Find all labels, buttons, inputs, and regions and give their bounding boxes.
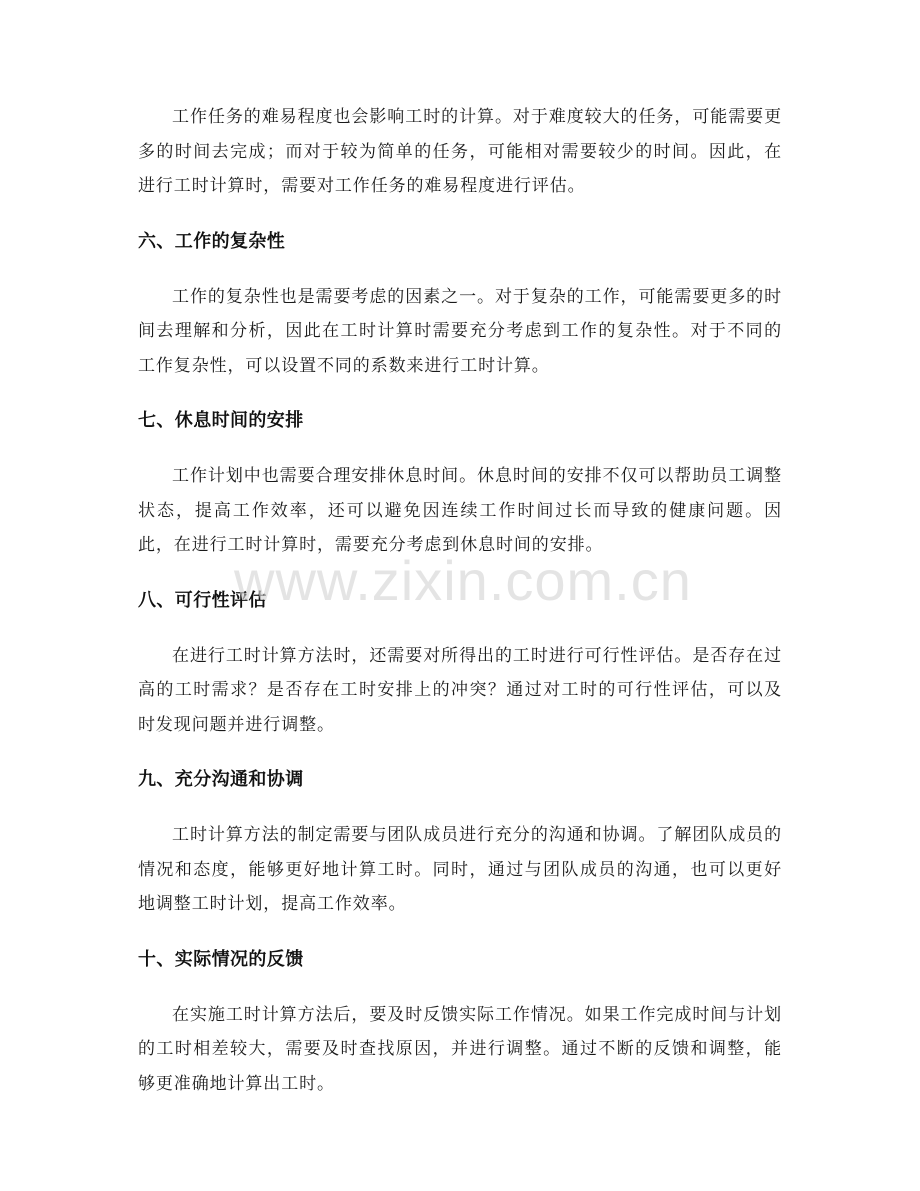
document-page	[138, 100, 782, 1101]
section-paragraph-7: 工作计划中也需要合理安排休息时间。休息时间的安排不仅可以帮助员工调整状态，提高工作效率，还可以避免因连续工作时间过长而导致的健康问题。因此，在进行工时计算时，需要充分考虑到休息时间的安排。	[138, 466, 782, 555]
section-heading-9: 九、充分沟通和协调	[138, 769, 304, 790]
section-heading-8: 八、可行性评估	[138, 589, 267, 611]
section-paragraph-9: 工时计算方法的制定需要与团队成员进行充分的沟通和协调。了解团队成员的情况和态度，能够更好地计算工时。同时，通过与团队成员的沟通，也可以更好地调整工时计划，提高工作效率。	[138, 825, 782, 914]
section-heading-6: 六、工作的复杂性	[138, 230, 286, 252]
section-paragraph-8: 在进行工时计算方法时，还需要对所得出的工时进行可行性评估。是否存在过高的工时需求？是否存在工时安排上的冲突？通过对工时的可行性评估，可以及时发现问题并进行调整。	[138, 645, 782, 735]
section-heading-7: 七、休息时间的安排	[138, 410, 304, 431]
intro-paragraph: 工作任务的难易程度也会影响工时的计算。对于难度较大的任务，可能需要更多的时间去完成；而对于较为简单的任务，可能相对需要较少的时间。因此，在进行工时计算时，需要对工作任务的难易程度进行评估。	[138, 107, 782, 196]
watermark: www.zixin.com.cn	[234, 549, 692, 612]
section-paragraph-6: 工作的复杂性也是需要考虑的因素之一。对于复杂的工作，可能需要更多的时间去理解和分析，因此在工时计算时需要充分考虑到工作的复杂性。对于不同的工作复杂性，可以设置不同的系数来进行工时计算。	[138, 286, 782, 376]
section-heading-10: 十、实际情况的反馈	[138, 948, 304, 970]
section-paragraph-10: 在实施工时计算方法后，要及时反馈实际工作情况。如果工作完成时间与计划的工时相差较大，需要及时查找原因，并进行调整。通过不断的反馈和调整，能够更准确地计算出工时。	[138, 1004, 782, 1094]
